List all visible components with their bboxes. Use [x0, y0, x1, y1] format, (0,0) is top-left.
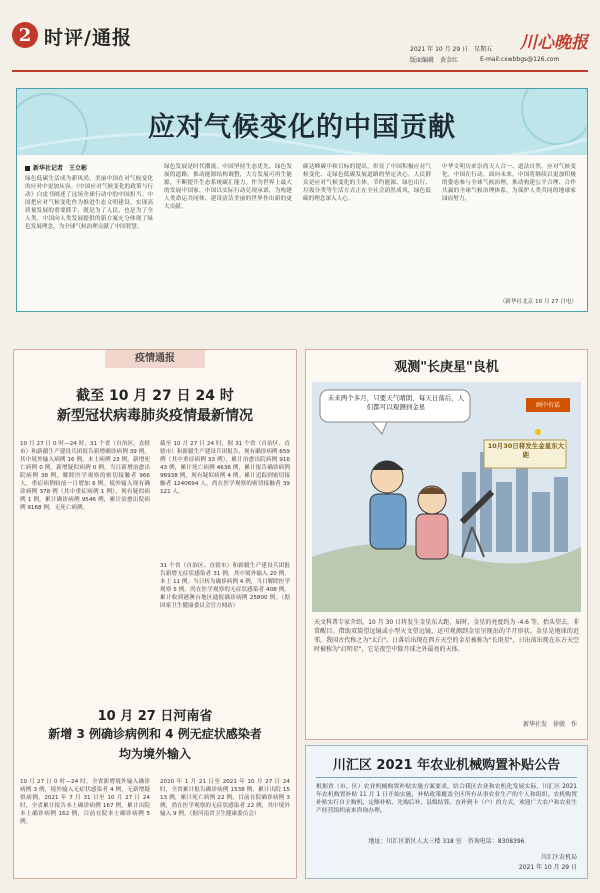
newspaper-logo: 川心晚报	[520, 33, 588, 53]
henan-body-2: 2020 年 1 月 21 日至 2021 年 10 月 27 日 24 时，全省累计报告确诊病例 1538 例，累计出院 1513 例，累计死亡病例 22 例，目前在院确诊病例 3 例，尚在医学观察的无症状感染者 22 例，其中境外输入 9 例。（据河南省卫生健康委员会）	[160, 779, 290, 817]
byline: 新华社记者 王立彬	[25, 163, 87, 172]
notice-divider	[316, 777, 577, 778]
issue-date: 2021 年 10 月 29 日 星期五	[410, 46, 493, 53]
notice-title: 川汇区 2021 年农业机械购置补贴公告	[332, 758, 561, 773]
feature-banner	[17, 89, 587, 155]
subsidy-notice-panel	[305, 745, 588, 879]
feature-headline: 应对气候变化的中国贡献	[148, 112, 456, 143]
notice-body: 根据省（市、区）农业机械购置补贴实施方案要求，结合我区农业和农机化发展实际，川汇区 2021 年农机购置补贴 11 月 1 日开始实施，补贴政策覆盖全区所有从事农业生产的个人和组织。农机购置补贴实行自主购机、定额补贴、先购后补、县级结算、直补到卡（户）的方式，欢迎广大农户和农业生产经营组织前来咨询办理。	[316, 784, 577, 814]
cartoon-panel	[305, 349, 588, 740]
covid-national-body-2: 截至 10 月 27 日 24 时，据 31 个省（自治区、直辖市）和新疆生产建设兵团报告，现有确诊病例 659 例（其中重症病例 33 例），累计治愈出院病例 91643 例，累计死亡病例 4636 例，累计报告确诊病例 96938 例，现有疑似病例 4 例。累计追踪到密切接触者 1240694 人，尚在医学观察的密切接触者 39121 人。	[160, 441, 290, 495]
feature-dateline: （新华社北京 10 月 27 日电）	[499, 299, 577, 305]
feature-column-2: 绿色发展是时代潮流。中国坚持生态优先、绿色发展的道路，推动能源结构调整，大力发展可再生能源，不断提升生态系统碳汇能力。作为世界上最大的发展中国家，中国以实际行动兑现承诺，为构建人类命运共同体、建设清洁美丽的世界作出新的更大贡献。	[164, 164, 292, 210]
contact-email: E-mail:cxwbbgs@126.com	[480, 56, 560, 63]
section-title: 时评/通报	[44, 27, 132, 49]
henan-headline-1: 10 月 27 日河南省	[97, 709, 213, 724]
cartoon-illustration	[312, 382, 581, 612]
covid-section-tag: 疫情通报	[105, 349, 205, 368]
henan-headline-3: 均为境外输入	[118, 747, 191, 761]
covid-headline-1: 截至 10 月 27 日 24 时	[76, 388, 234, 404]
feature-column-4: 中华文明历来崇尚天人合一、道法自然。应对气候变化，中国在行动。面向未来，中国将继续以更加积极的姿态参与全球气候治理，推动构建公平合理、合作共赢的全球气候治理体系，为保护人类共同的地球家园而努力。	[442, 164, 576, 202]
cartoon-tag: 画中有话	[535, 402, 560, 409]
cartoon-caption: 天文科普专家介绍，10 月 30 日将发生金星东大距，届时，金星的亮度约为 -4.6 等，抬头望去，非常醒目。借助双筒望远镜或小型天文望远镜，还可观测到金星呈现出的半月形状。金星是地球的近邻，我国古代称之为"太白"。日落后出现在西方天空的金星被称为"长庚星"，日出前出现在东方天空时被称为"启明星"，它是夜空中除月球之外最亮的天体。	[314, 619, 579, 653]
notice-address: 地址：川汇区新区人大三楼 318 室 咨询电话：8308396	[368, 838, 525, 845]
cartoon-speech-bubble: 未来两个多月，只要天气晴朗，每天日落后，人们都可以观测到金星	[327, 394, 465, 411]
feature-column-3: 碳达峰碳中和目标的提出，彰显了中国积极应对气候变化、走绿色低碳发展道路的坚定决心。人民群众是应对气候变化的主体，节约能源、绿色出行、垃圾分类等生活方式正在全社会蔚然成风，绿色低碳的理念深入人心。	[303, 164, 431, 202]
notice-date: 2021 年 10 月 29 日	[518, 864, 577, 871]
henan-body-1: 10 月 27 日 0 时—24 时，全省新增境外输入确诊病例 3 例，境外输入无症状感染者 4 例，无新增疑似病例。2021 年 7 月 31 日至 10 月 27 日 24 时，全省累计报告本土确诊病例 167 例，累计出院本土确诊病例 162 例，目前在院本土确诊病例 5 例。	[20, 779, 150, 825]
covid-national-body-1: 10 月 27 日 0 时—24 时，31 个省（自治区、直辖市）和新疆生产建设兵团报告新增确诊病例 39 例。其中境外输入病例 16 例，本土病例 23 例。新增死亡病例 0 例。新增疑似病例 0 例。当日新增治愈出院病例 38 例，解除医学观察的密切接触者 966 人，重症病例较前一日增加 6 例。境外输入现有确诊病例 378 例（其中重症病例 1 例），现有疑似病例 1 例。累计确诊病例 9546 例，累计治愈出院病例 9168 例，无死亡病例。	[20, 441, 150, 511]
feature-article	[16, 88, 588, 312]
page-editors: 版面编辑 黄金红	[410, 57, 459, 64]
covid-report-panel	[13, 349, 297, 879]
header-divider	[12, 70, 588, 72]
cartoon-sign: 10月30日将发生金星东大距	[487, 442, 565, 459]
covid-national-body-3: 31 个省（自治区、直辖市）和新疆生产建设兵团报告新增无症状感染者 31 例，其中境外输入 20 例，本土 11 例。当日转为确诊病例 4 例，当日解除医学观察 5 例。尚在医学观察的无症状感染者 408 例。累计收到港澳台地区通报确诊病例 25800 例。（据国家卫生健康委员会官方网站）	[160, 563, 290, 609]
page-number-badge: 2	[12, 22, 38, 48]
notice-issuer: 川汇区农机局	[540, 854, 577, 861]
covid-headline-2: 新型冠状病毒肺炎疫情最新情况	[57, 408, 253, 424]
henan-headline-2: 新增 3 例确诊病例和 4 例无症状感染者	[48, 727, 262, 741]
feature-column-1: 绿色低碳生活成为新风尚，美丽中国在对气候变化的应对中更加从容。《中国应对气候变化的政策与行动》白皮书阐述了这场全球行动中的中国担当。中国把应对气候变化作为推进生态文明建设、实现高质量发展的重要抓手，既是为了人民，也是为了全人类。中国向人类发展提供的新方案充分体现了绿色发展理念，为全球气候治理贡献了中国智慧。	[25, 176, 153, 230]
cartoon-credit: 新华社发 徐骏 作	[522, 721, 577, 728]
cartoon-title: 观测"长庚星"良机	[394, 360, 499, 375]
